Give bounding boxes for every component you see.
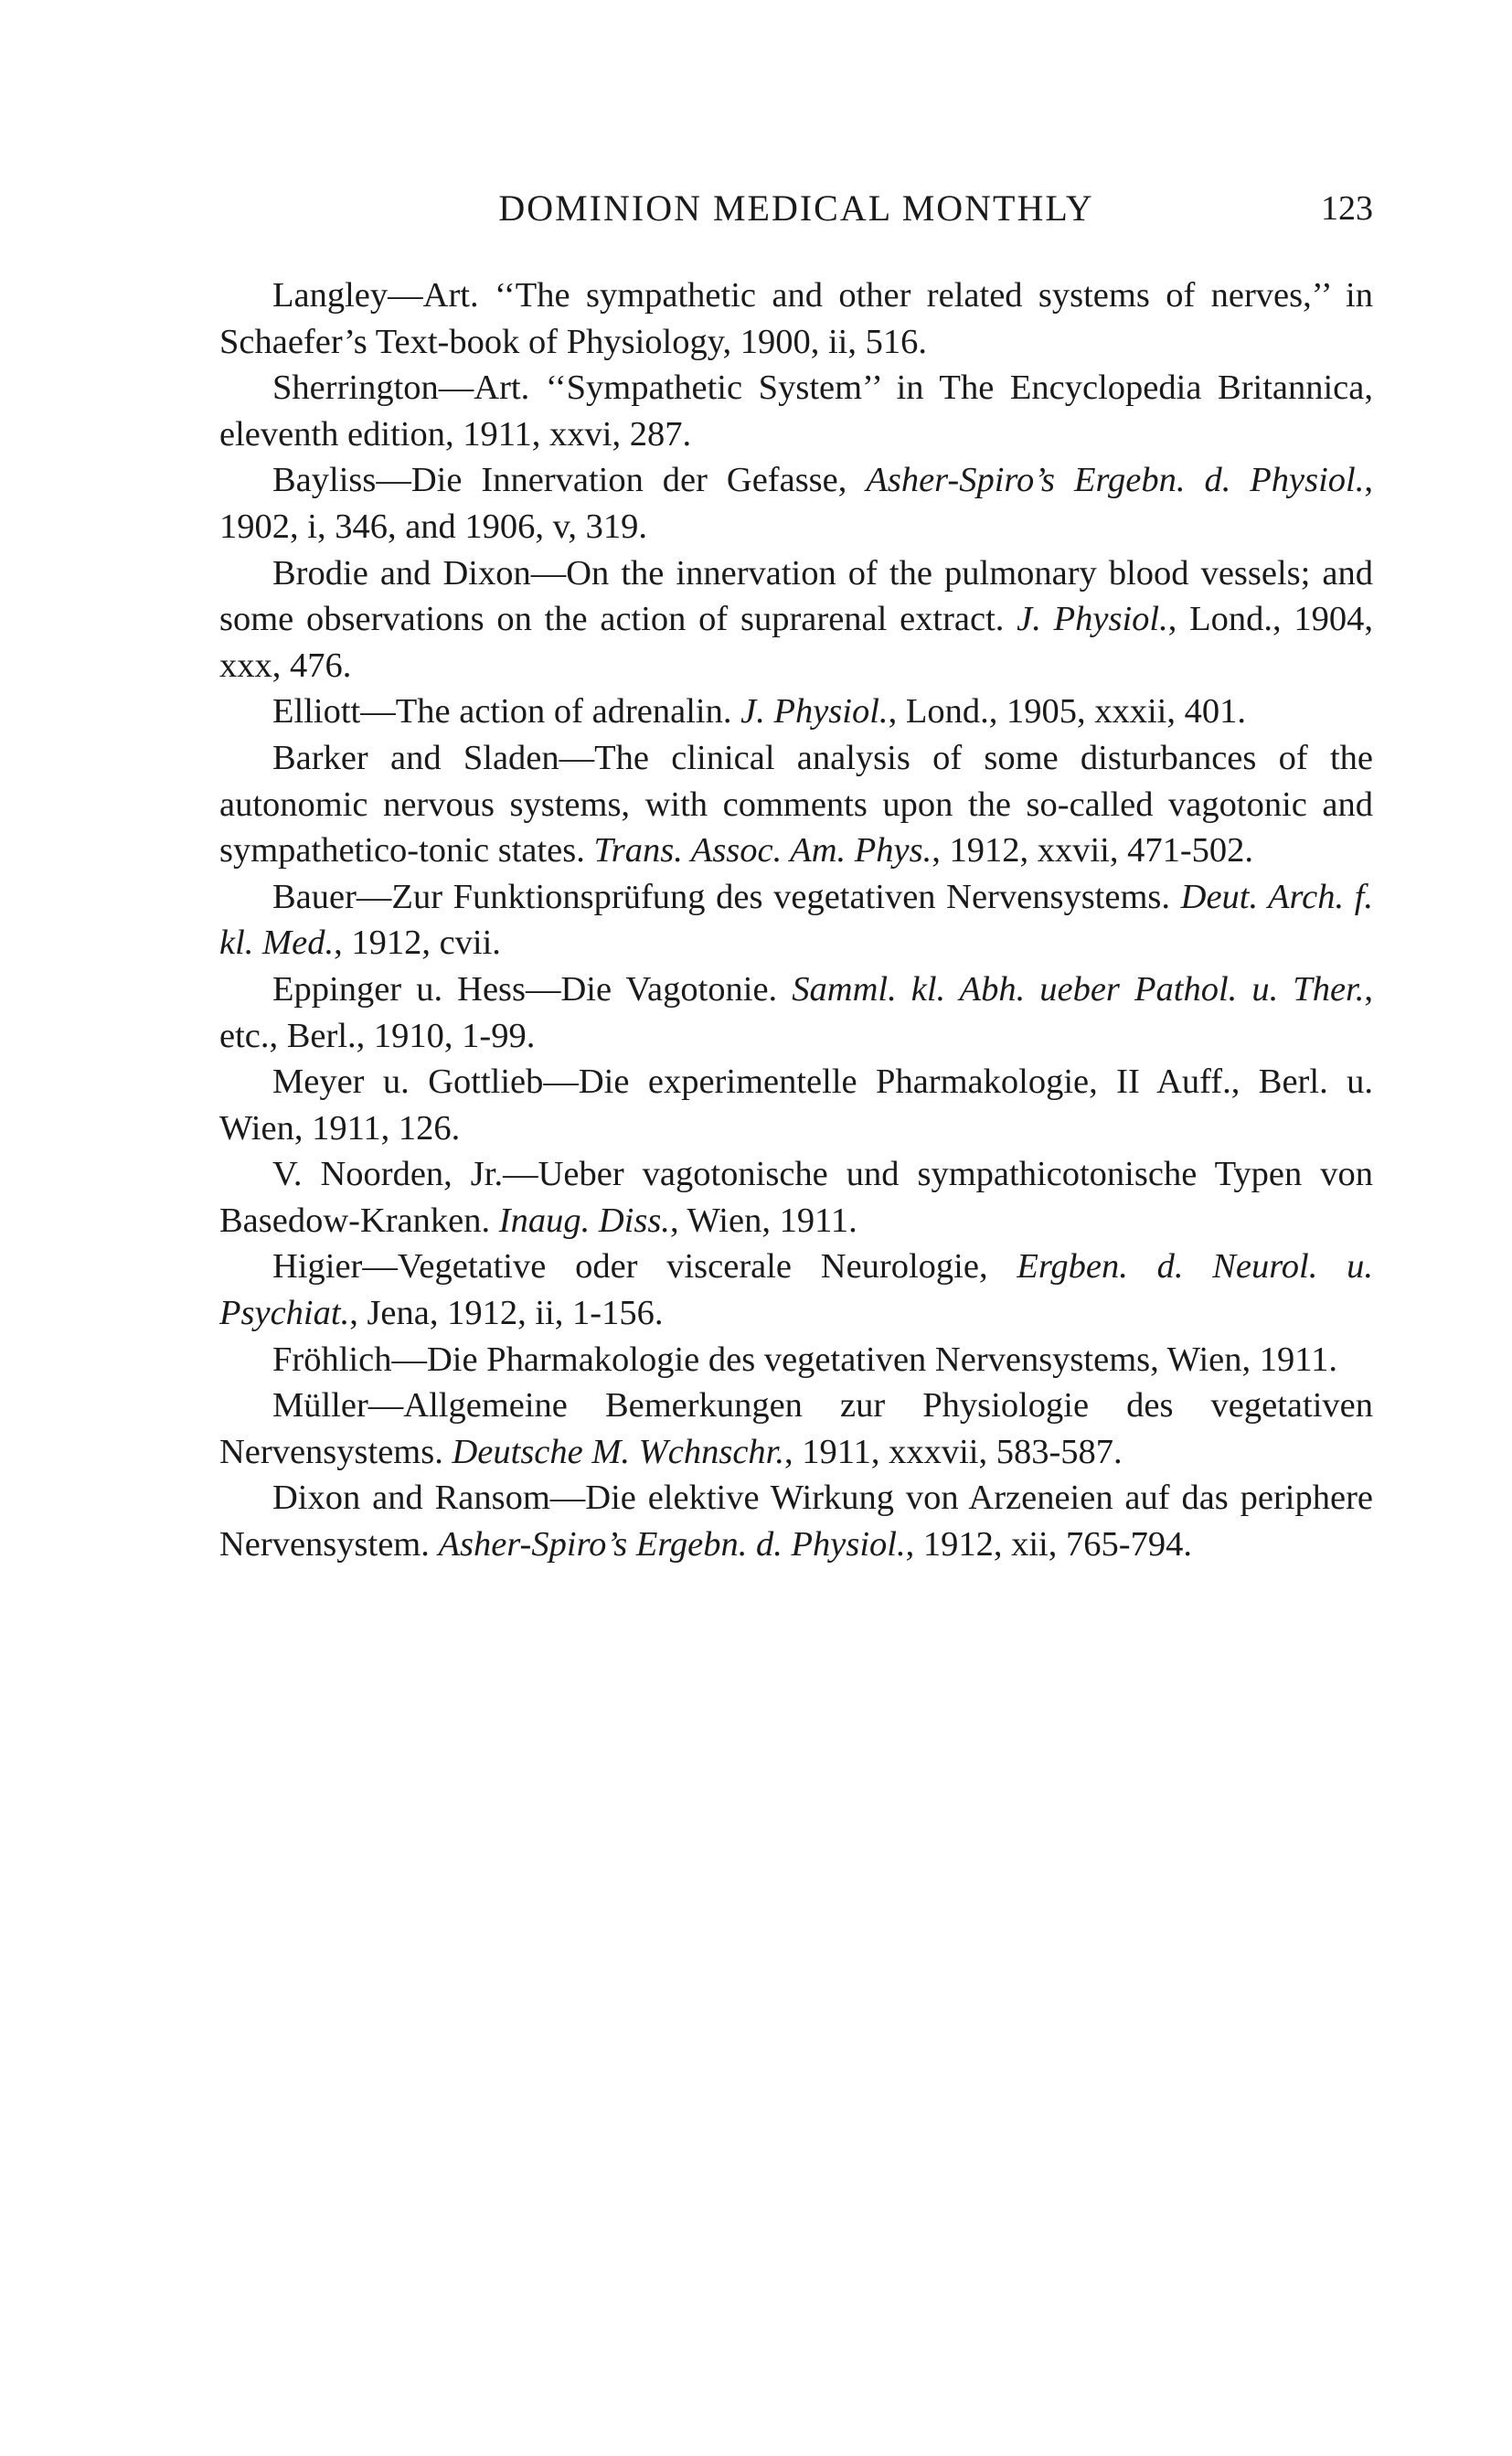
reference-barker-sladen: Barker and Sladen—The clinical analysis of some disturbances of the autonomic nervous systems, with comments upon the so-called vagotonic and sympathetico-tonic states. Trans. Assoc. Am. Phys., 1912, xxvii, 471-502.	[219, 738, 1373, 870]
reference-bayliss: Bayliss—Die Innervation der Gefasse, Asher-Spiro’s Ergebn. d. Physiol., 1902, i, 346, and 1906, v, 319.	[219, 461, 1373, 546]
reference-bauer: Bauer—Zur Funktionsprüfung des vegetativen Nervensystems. Deut. Arch. f. kl. Med., 1912, cvii.	[219, 877, 1374, 963]
reference-muller: Müller—Allgemeine Bemerkungen zur Physiologie des vegetativen Nervensystems. Deutsche M. Wchnschr., 1911, xxxvii, 583-587.	[219, 1386, 1373, 1471]
reference-sherrington: Sherrington—Art. ‘‘Sympathetic System’’ in The Encyclopedia Britannica, eleventh edition, 1911, xxvi, 287.	[219, 368, 1373, 454]
reference-noorden: V. Noorden, Jr.—Ueber vagotonische und sympathicotonische Typen von Basedow-Kranken. Inaug. Diss., Wien, 1911.	[219, 1155, 1373, 1240]
page-header	[219, 181, 1373, 236]
reference-frohlich: Fröhlich—Die Pharmakologie des vegetativen Nervensystems, Wien, 1911.	[272, 1340, 1337, 1379]
page-number: 123	[1321, 189, 1373, 228]
running-head: DOMINION MEDICAL MONTHLY	[498, 187, 1094, 229]
reference-brodie-dixon: Brodie and Dixon—On the innervation of the pulmonary blood vessels; and some observations on the action of suprarenal extract. J. Physiol., Lond., 1904, xxx, 476.	[219, 553, 1373, 685]
reference-eppinger-hess: Eppinger u. Hess—Die Vagotonie. Samml. kl. Abh. ueber Pathol. u. Ther., etc., Berl., 1910, 1-99.	[219, 969, 1373, 1055]
reference-meyer-gottlieb: Meyer u. Gottlieb—Die experimentelle Pharmakologie, II Auff., Berl. u. Wien, 1911, 126.	[219, 1062, 1373, 1148]
reference-dixon-ransom: Dixon and Ransom—Die elektive Wirkung von Arzeneien auf das periphere Nervensystem. Asher-Spiro’s Ergebn. d. Physiol., 1912, xii, 765-794.	[219, 1479, 1373, 1564]
reference-elliott: Elliott—The action of adrenalin. J. Physiol., Lond., 1905, xxxii, 401.	[272, 692, 1246, 731]
reference-higier: Higier—Vegetative oder viscerale Neurologie, Ergben. d. Neurol. u. Psychiat., Jena, 1912, ii, 1-156.	[219, 1247, 1373, 1333]
reference-langley: Langley—Art. ‘‘The sympathetic and other related systems of nerves,’’ in Schaefer’s Text-book of Physiology, 1900, ii, 516.	[219, 276, 1373, 361]
reference-list	[219, 272, 1373, 1568]
